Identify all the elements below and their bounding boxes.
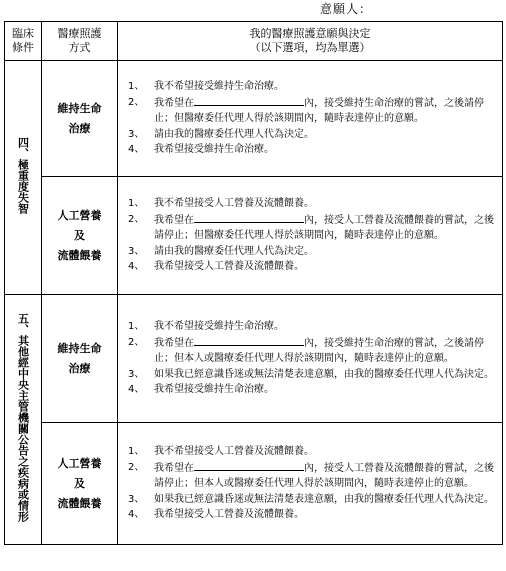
- care-method-text: 人工營養: [57, 208, 102, 222]
- option-item[interactable]: [118, 460, 498, 492]
- option-text-pre: 我希望接受維持生命治療。: [154, 384, 274, 396]
- option-text: [154, 382, 498, 397]
- header-care-text: 醫療照護方式: [57, 27, 102, 54]
- option-text: [154, 79, 498, 94]
- option-item[interactable]: [118, 335, 498, 367]
- option-text-pre: 請由我的醫療委任代理人代為決定。: [154, 245, 314, 257]
- option-number: 4、: [128, 384, 145, 396]
- option-text-pre: 我希望接受人工營養及流體餵養。: [154, 261, 304, 273]
- option-number: 4、: [128, 261, 145, 273]
- header-decision-line1: 我的醫療照護意願與決定: [249, 27, 371, 40]
- option-item[interactable]: [118, 127, 498, 142]
- condition-text: 五、其他經中央主管機關公告之疾病或情形: [16, 313, 30, 522]
- option-text: [154, 244, 498, 259]
- duration-blank-field[interactable]: [194, 95, 304, 106]
- duration-blank-field[interactable]: [194, 335, 304, 346]
- header-condition: [5, 22, 42, 61]
- table-row: [5, 295, 503, 423]
- option-number: 3、: [128, 368, 145, 380]
- care-method-text: 治療: [68, 121, 91, 135]
- option-item[interactable]: [118, 382, 498, 397]
- option-text: [154, 335, 498, 367]
- care-method-text: 人工營養: [57, 456, 102, 470]
- table-header-row: [5, 22, 503, 61]
- option-text-pre: 我希望在: [154, 462, 194, 474]
- option-number: 3、: [128, 493, 145, 505]
- option-text: [154, 95, 498, 127]
- option-item[interactable]: [118, 95, 498, 127]
- condition-cell: [5, 61, 42, 295]
- option-text-pre: 我希望在: [154, 97, 194, 109]
- option-text: [154, 212, 498, 244]
- option-item[interactable]: [118, 79, 498, 94]
- option-number: 1、: [128, 321, 145, 333]
- care-method-text: 治療: [68, 361, 91, 375]
- care-method-text: 及: [74, 476, 85, 490]
- care-method-cell: [42, 61, 118, 177]
- option-text: [154, 142, 498, 157]
- option-text: [154, 460, 498, 492]
- option-text-pre: 如果我已經意識昏迷或無法清楚表達意願，由我的醫療委任代理人代為決定。: [154, 493, 494, 505]
- option-text-pre: 我不希望接受人工營養及流體餵養。: [154, 198, 314, 210]
- option-text-pre: 我希望在: [154, 337, 194, 349]
- option-number: 3、: [128, 245, 145, 257]
- options-cell: [118, 295, 503, 423]
- option-item[interactable]: [118, 319, 498, 334]
- option-item[interactable]: [118, 244, 498, 259]
- signer-label: 意願人：: [320, 2, 373, 16]
- condition-text: 四、極重度失智: [16, 137, 30, 214]
- option-text-post: 內，接受維持生命治療的嘗試，之後請停止；但本人或醫療委任代理人得於該期間內，隨時表達停止的意願。: [154, 337, 484, 365]
- header-care: [42, 22, 118, 61]
- duration-blank-field[interactable]: [194, 212, 304, 223]
- option-text: [154, 367, 498, 382]
- care-decision-table: [4, 21, 503, 545]
- option-item[interactable]: [118, 444, 498, 459]
- option-number: 4、: [128, 509, 145, 521]
- option-text-pre: 我希望接受維持生命治療。: [154, 144, 274, 156]
- care-method-text: 維持生命: [57, 101, 102, 115]
- option-text-post: 內，接受人工營養及流體餵養的嘗試，之後請停止；但醫療委任代理人得於該期間內，隨時表達停止的意願。: [154, 214, 494, 242]
- option-item[interactable]: [118, 196, 498, 211]
- option-number: 4、: [128, 144, 145, 156]
- options-cell: [118, 61, 503, 177]
- option-text-post: 內，接受維持生命治療的嘗試，之後請停止；但醫療委任代理人得於該期間內，隨時表達停止的意願。: [154, 97, 484, 125]
- option-number: 2、: [128, 213, 145, 225]
- option-item[interactable]: [118, 492, 498, 507]
- option-text-post: 內，接受人工營養及流體餵養的嘗試，之後請停止；但本人或醫療委任代理人得於該期間內，隨時表達停止的意願。: [154, 462, 494, 490]
- duration-blank-field[interactable]: [194, 460, 304, 471]
- option-number: 1、: [128, 81, 145, 93]
- option-text: [154, 492, 498, 507]
- option-text: [154, 444, 498, 459]
- option-item[interactable]: [118, 367, 498, 382]
- option-number: 1、: [128, 198, 145, 210]
- care-method-cell: [42, 423, 118, 545]
- header-decision-line2: （以下選項，均為單選）: [249, 41, 371, 54]
- option-text-pre: 我希望接受人工營養及流體餵養。: [154, 509, 304, 521]
- table-row: [5, 61, 503, 177]
- option-number: 1、: [128, 446, 145, 458]
- option-text: [154, 196, 498, 211]
- option-text: [154, 127, 498, 142]
- option-item[interactable]: [118, 259, 498, 274]
- header-decision: [118, 22, 503, 61]
- options-cell: [118, 177, 503, 295]
- care-method-text: 及: [74, 228, 85, 242]
- table-row: [5, 177, 503, 295]
- care-method-cell: [42, 295, 118, 423]
- option-text-pre: 我不希望接受維持生命治療。: [154, 81, 284, 93]
- care-method-text: 流體餵養: [57, 496, 102, 510]
- option-number: 3、: [128, 128, 145, 140]
- option-item[interactable]: [118, 507, 498, 522]
- option-text-pre: 請由我的醫療委任代理人代為決定。: [154, 128, 314, 140]
- care-method-text: 維持生命: [57, 341, 102, 355]
- option-text-pre: 如果我已經意識昏迷或無法清楚表達意願，由我的醫療委任代理人代為決定。: [154, 368, 494, 380]
- option-item[interactable]: [118, 142, 498, 157]
- header-condition-text: 臨床條件: [12, 27, 34, 54]
- care-method-cell: [42, 177, 118, 295]
- options-cell: [118, 423, 503, 545]
- option-text-pre: 我不希望接受維持生命治療。: [154, 321, 284, 333]
- option-text: [154, 319, 498, 334]
- condition-cell: [5, 295, 42, 545]
- option-number: 2、: [128, 96, 145, 108]
- option-text: [154, 259, 498, 274]
- option-number: 2、: [128, 461, 145, 473]
- table-row: [5, 423, 503, 545]
- option-item[interactable]: [118, 212, 498, 244]
- option-text: [154, 507, 498, 522]
- option-number: 2、: [128, 336, 145, 348]
- care-method-text: 流體餵養: [57, 248, 102, 262]
- option-text-pre: 我不希望接受人工營養及流體餵養。: [154, 446, 314, 458]
- option-text-pre: 我希望在: [154, 214, 194, 226]
